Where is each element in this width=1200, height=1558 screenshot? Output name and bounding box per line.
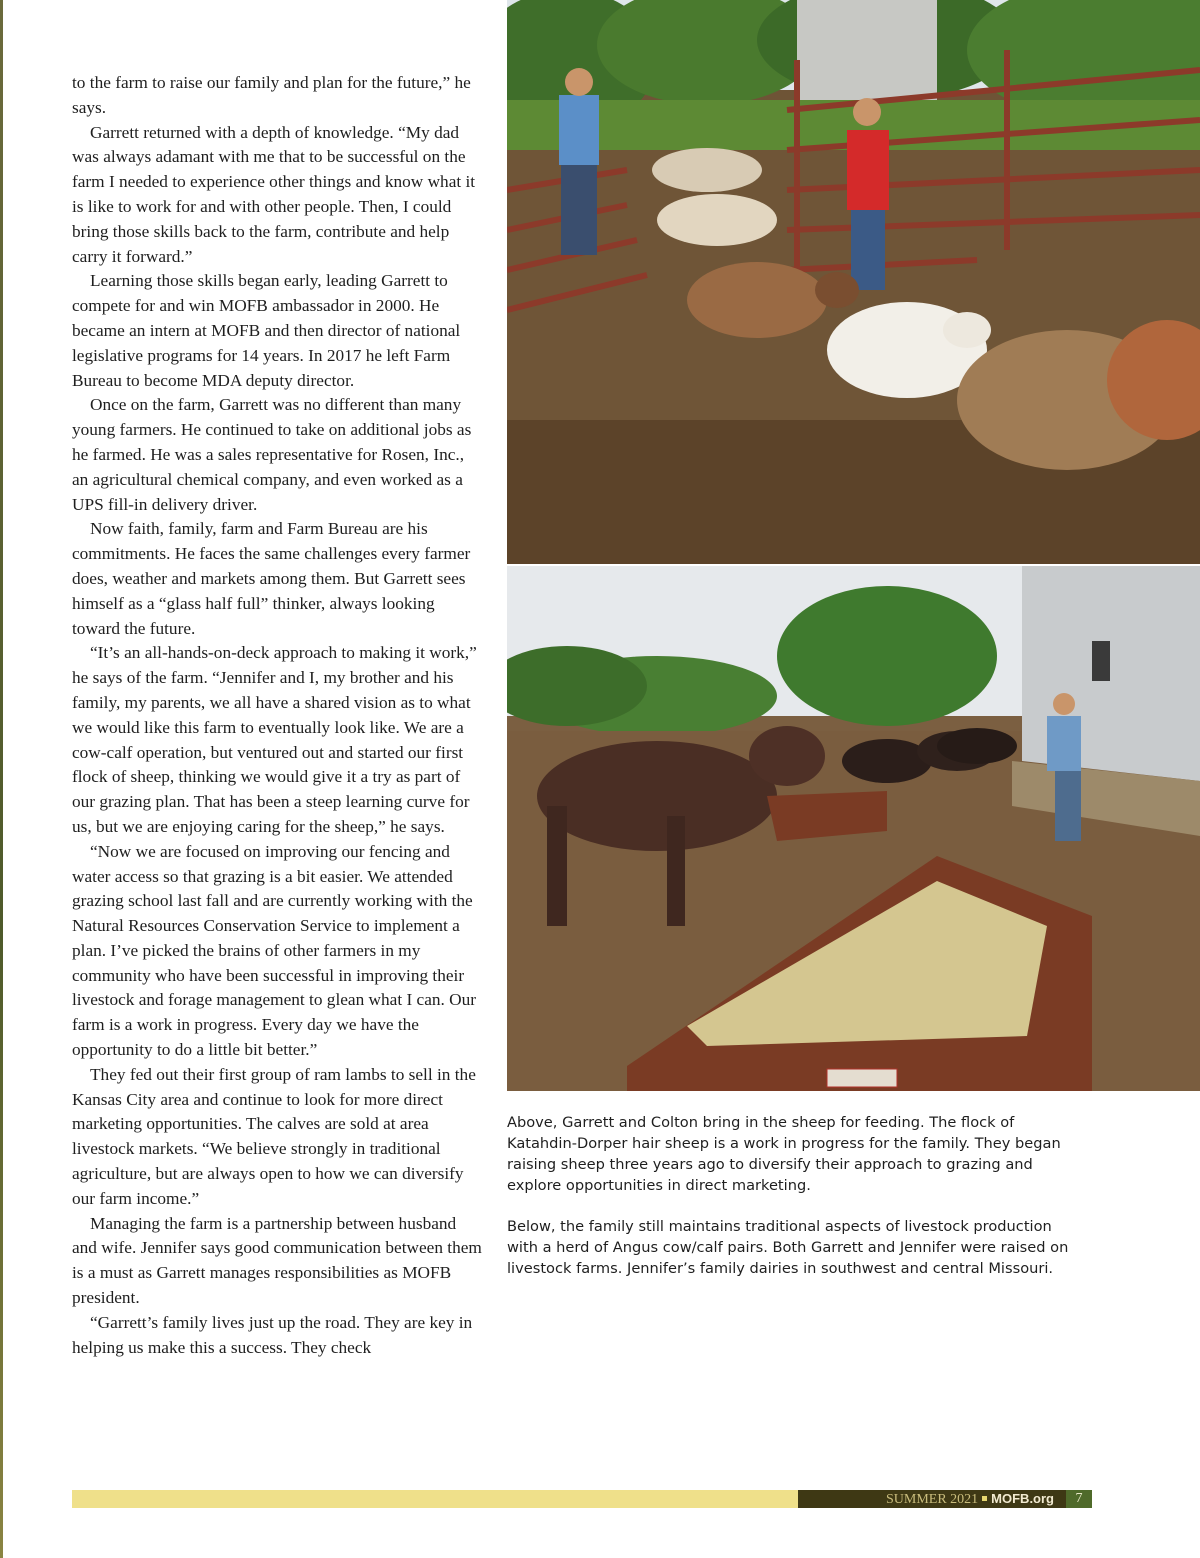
article-paragraph: Managing the farm is a partnership between husband and wife. Jennifer says good communication between them is a must as Garrett manages responsibilities as MOFB president. <box>72 1213 482 1308</box>
footer-issue-block <box>798 1490 1066 1508</box>
footer-site: MOFB.org <box>991 1491 1054 1506</box>
caption-above: Above, Garrett and Colton bring in the sheep for feeding. The flock of Katahdin-Dorper hair sheep is a work in progress for the family. They began raising sheep three years ago to diversify their approach to grazing and explore opportunities in direct marketing. <box>507 1114 1061 1194</box>
article-paragraph: to the farm to raise our family and plan for the future,” he says. <box>72 73 471 117</box>
article-paragraph: Now faith, family, farm and Farm Bureau are his commitments. He faces the same challenges every farmer does, weather and markets among them. But Garrett sees himself as a “glass half full” thinker, always looking toward the future. <box>72 519 471 638</box>
caption-below: Below, the family still maintains traditional aspects of livestock production with a herd of Angus cow/calf pairs. Both Garrett and Jennifer were raised on livestock farms. Jennifer’s family dairies in southwest and central Missouri. <box>507 1218 1069 1277</box>
sheep-pen-photo <box>507 0 1200 564</box>
square-bullet-icon <box>982 1496 987 1501</box>
article-paragraph: Learning those skills began early, leading Garrett to compete for and win MOFB ambassador in 2000. He became an intern at MOFB and then director of national legislative programs for 14 years. In 2017 he left Farm Bureau to become MDA deputy director. <box>72 271 461 390</box>
article-paragraph: “Garrett’s family lives just up the road. They are key in helping us make this a success. They check <box>72 1312 473 1357</box>
article-paragraph: “It’s an all-hands-on-deck approach to making it work,” he says of the farm. “Jennifer and I, my brother and his family, my parents, we all have a shared vision as to what we would like this farm to eventually look like. We are a cow-calf operation, but ventured out and started our first flock of sheep, thinking we would give it a try as part of our grazing plan. That has been a steep learning curve for us, but we are enjoying caring for the sheep,” he says. <box>72 643 477 836</box>
photo-captions <box>507 1112 1082 1279</box>
article-paragraph: “Now we are focused on improving our fencing and water access so that grazing is a bit easier. We attended grazing school last fall and are currently working with the Natural Resources Conservation Service to implement a plan. I’ve picked the brains of other farmers in my community who have been successful in improving their livestock and forage management to glean what I can. Our farm is a work in progress. Every day we have the opportunity to do a little bit better.” <box>72 841 477 1060</box>
footer-issue: SUMMER 2021 <box>885 1492 979 1507</box>
page-number: 7 <box>1066 1490 1092 1508</box>
page-edge-strip <box>0 0 3 1558</box>
footer-bar <box>72 1490 798 1508</box>
article-paragraph: Once on the farm, Garrett was no different than many young farmers. He continued to take on additional jobs as he farmed. He was a sales representative for Rosen, Inc., an agricultural chemical company, and even worked as a UPS fill-in delivery driver. <box>72 395 472 514</box>
article-body <box>72 71 484 1360</box>
cattle-trough-photo <box>507 566 1200 1091</box>
article-paragraph: Garrett returned with a depth of knowledge. “My dad was always adamant with me that to be successful on the farm I needed to experience other things and know what it is like to work for and with other people. Then, I could bring those skills back to the farm, contribute and help carry it forward.” <box>72 122 476 266</box>
article-paragraph: They fed out their first group of ram lambs to sell in the Kansas City area and continue to look for more direct marketing opportunities. The calves are sold at area livestock markets. “We believe strongly in traditional agriculture, but are always open to how we can diversify our farm income.” <box>72 1064 476 1208</box>
